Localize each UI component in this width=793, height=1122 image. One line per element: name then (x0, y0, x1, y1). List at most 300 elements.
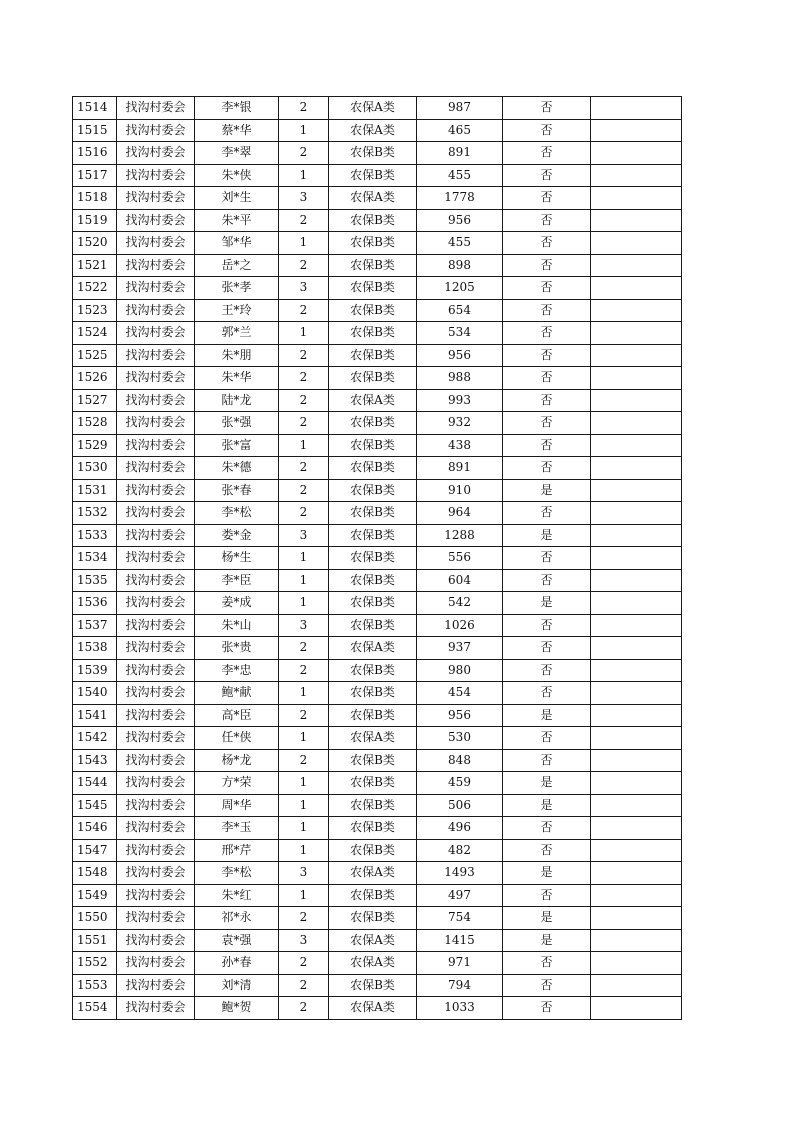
cell-village-committee: 找沟村委会 (117, 704, 195, 727)
cell-insurance-type: 农保B类 (329, 839, 417, 862)
cell-name: 孙*春 (195, 952, 279, 975)
cell-record-id: 1548 (73, 862, 117, 885)
cell-record-id: 1538 (73, 637, 117, 660)
cell-household-count: 2 (279, 974, 329, 997)
cell-flag: 是 (503, 907, 591, 930)
cell-flag: 否 (503, 997, 591, 1020)
cell-name: 任*侠 (195, 727, 279, 750)
cell-name: 朱*平 (195, 209, 279, 232)
cell-village-committee: 找沟村委会 (117, 164, 195, 187)
cell-amount: 654 (417, 299, 503, 322)
cell-record-id: 1531 (73, 479, 117, 502)
cell-record-id: 1519 (73, 209, 117, 232)
cell-remark (591, 659, 682, 682)
cell-flag: 否 (503, 187, 591, 210)
cell-flag: 否 (503, 344, 591, 367)
table-row (73, 502, 682, 525)
cell-remark (591, 254, 682, 277)
cell-household-count: 2 (279, 502, 329, 525)
cell-record-id: 1532 (73, 502, 117, 525)
cell-household-count: 1 (279, 322, 329, 345)
cell-amount: 542 (417, 592, 503, 615)
table-row (73, 434, 682, 457)
cell-name: 方*荣 (195, 772, 279, 795)
cell-household-count: 1 (279, 592, 329, 615)
cell-flag: 否 (503, 682, 591, 705)
cell-village-committee: 找沟村委会 (117, 997, 195, 1020)
cell-village-committee: 找沟村委会 (117, 839, 195, 862)
cell-insurance-type: 农保B类 (329, 817, 417, 840)
cell-remark (591, 119, 682, 142)
table-row (73, 322, 682, 345)
cell-remark (591, 682, 682, 705)
cell-remark (591, 187, 682, 210)
cell-amount: 891 (417, 457, 503, 480)
table-row (73, 637, 682, 660)
cell-flag: 否 (503, 299, 591, 322)
cell-household-count: 1 (279, 839, 329, 862)
cell-name: 朱*德 (195, 457, 279, 480)
cell-household-count: 2 (279, 749, 329, 772)
cell-village-committee: 找沟村委会 (117, 322, 195, 345)
cell-household-count: 1 (279, 119, 329, 142)
cell-village-committee: 找沟村委会 (117, 344, 195, 367)
cell-remark (591, 997, 682, 1020)
cell-remark (591, 299, 682, 322)
cell-insurance-type: 农保B类 (329, 907, 417, 930)
cell-amount: 1778 (417, 187, 503, 210)
table-row (73, 907, 682, 930)
cell-insurance-type: 农保A类 (329, 727, 417, 750)
table-row (73, 884, 682, 907)
cell-record-id: 1544 (73, 772, 117, 795)
cell-remark (591, 839, 682, 862)
cell-amount: 980 (417, 659, 503, 682)
table-row (73, 119, 682, 142)
cell-flag: 否 (503, 142, 591, 165)
cell-insurance-type: 农保B类 (329, 974, 417, 997)
cell-remark (591, 772, 682, 795)
cell-insurance-type: 农保A类 (329, 862, 417, 885)
cell-insurance-type: 农保B类 (329, 592, 417, 615)
table-row (73, 817, 682, 840)
cell-remark (591, 97, 682, 120)
cell-record-id: 1542 (73, 727, 117, 750)
table-row (73, 974, 682, 997)
table-row (73, 412, 682, 435)
cell-insurance-type: 农保B类 (329, 412, 417, 435)
cell-amount: 891 (417, 142, 503, 165)
table-row (73, 839, 682, 862)
cell-remark (591, 209, 682, 232)
cell-record-id: 1529 (73, 434, 117, 457)
cell-amount: 1493 (417, 862, 503, 885)
cell-village-committee: 找沟村委会 (117, 479, 195, 502)
table-row (73, 929, 682, 952)
cell-name: 郭*兰 (195, 322, 279, 345)
cell-insurance-type: 农保B类 (329, 479, 417, 502)
cell-insurance-type: 农保B类 (329, 682, 417, 705)
table-row (73, 209, 682, 232)
cell-flag: 否 (503, 164, 591, 187)
cell-insurance-type: 农保B类 (329, 164, 417, 187)
cell-remark (591, 929, 682, 952)
cell-name: 张*孝 (195, 277, 279, 300)
cell-flag: 是 (503, 862, 591, 885)
cell-name: 鲍*献 (195, 682, 279, 705)
cell-name: 李*忠 (195, 659, 279, 682)
cell-record-id: 1554 (73, 997, 117, 1020)
cell-household-count: 2 (279, 412, 329, 435)
cell-flag: 否 (503, 569, 591, 592)
cell-record-id: 1549 (73, 884, 117, 907)
cell-household-count: 3 (279, 277, 329, 300)
cell-remark (591, 524, 682, 547)
cell-record-id: 1534 (73, 547, 117, 570)
cell-name: 鲍*贺 (195, 997, 279, 1020)
cell-amount: 956 (417, 704, 503, 727)
cell-insurance-type: 农保B类 (329, 142, 417, 165)
cell-household-count: 2 (279, 997, 329, 1020)
cell-record-id: 1526 (73, 367, 117, 390)
cell-record-id: 1515 (73, 119, 117, 142)
cell-record-id: 1536 (73, 592, 117, 615)
cell-village-committee: 找沟村委会 (117, 367, 195, 390)
cell-record-id: 1516 (73, 142, 117, 165)
cell-flag: 否 (503, 209, 591, 232)
cell-insurance-type: 农保B类 (329, 659, 417, 682)
cell-name: 刘*清 (195, 974, 279, 997)
cell-remark (591, 614, 682, 637)
cell-remark (591, 704, 682, 727)
cell-insurance-type: 农保A类 (329, 389, 417, 412)
cell-remark (591, 434, 682, 457)
cell-household-count: 2 (279, 659, 329, 682)
table-row (73, 457, 682, 480)
cell-flag: 否 (503, 322, 591, 345)
cell-name: 李*松 (195, 502, 279, 525)
cell-insurance-type: 农保A类 (329, 187, 417, 210)
cell-name: 张*春 (195, 479, 279, 502)
cell-amount: 604 (417, 569, 503, 592)
cell-insurance-type: 农保B类 (329, 749, 417, 772)
cell-amount: 988 (417, 367, 503, 390)
cell-amount: 1288 (417, 524, 503, 547)
cell-name: 祁*永 (195, 907, 279, 930)
cell-amount: 506 (417, 794, 503, 817)
cell-household-count: 1 (279, 884, 329, 907)
cell-flag: 否 (503, 277, 591, 300)
cell-flag: 否 (503, 749, 591, 772)
cell-name: 张*富 (195, 434, 279, 457)
table-row (73, 479, 682, 502)
cell-remark (591, 794, 682, 817)
table-row (73, 682, 682, 705)
table-row (73, 659, 682, 682)
cell-household-count: 1 (279, 682, 329, 705)
cell-amount: 987 (417, 97, 503, 120)
cell-amount: 530 (417, 727, 503, 750)
cell-household-count: 2 (279, 299, 329, 322)
cell-village-committee: 找沟村委会 (117, 457, 195, 480)
cell-name: 张*贵 (195, 637, 279, 660)
cell-flag: 否 (503, 547, 591, 570)
cell-name: 李*玉 (195, 817, 279, 840)
cell-name: 娄*金 (195, 524, 279, 547)
cell-amount: 455 (417, 164, 503, 187)
cell-name: 杨*生 (195, 547, 279, 570)
cell-village-committee: 找沟村委会 (117, 659, 195, 682)
cell-record-id: 1543 (73, 749, 117, 772)
cell-household-count: 1 (279, 727, 329, 750)
cell-remark (591, 367, 682, 390)
cell-insurance-type: 农保A类 (329, 952, 417, 975)
cell-amount: 438 (417, 434, 503, 457)
cell-household-count: 1 (279, 772, 329, 795)
table-row (73, 862, 682, 885)
cell-name: 朱*侠 (195, 164, 279, 187)
cell-remark (591, 479, 682, 502)
cell-village-committee: 找沟村委会 (117, 592, 195, 615)
cell-household-count: 1 (279, 794, 329, 817)
cell-insurance-type: 农保B类 (329, 704, 417, 727)
cell-flag: 是 (503, 929, 591, 952)
cell-flag: 否 (503, 974, 591, 997)
cell-village-committee: 找沟村委会 (117, 254, 195, 277)
cell-insurance-type: 农保B类 (329, 367, 417, 390)
cell-amount: 459 (417, 772, 503, 795)
cell-name: 朱*华 (195, 367, 279, 390)
cell-flag: 否 (503, 389, 591, 412)
cell-flag: 否 (503, 97, 591, 120)
cell-household-count: 1 (279, 817, 329, 840)
data-table (72, 96, 682, 1020)
cell-village-committee: 找沟村委会 (117, 412, 195, 435)
cell-village-committee: 找沟村委会 (117, 209, 195, 232)
cell-household-count: 3 (279, 614, 329, 637)
cell-record-id: 1520 (73, 232, 117, 255)
cell-amount: 465 (417, 119, 503, 142)
cell-flag: 否 (503, 884, 591, 907)
cell-household-count: 2 (279, 952, 329, 975)
cell-remark (591, 727, 682, 750)
cell-flag: 是 (503, 479, 591, 502)
cell-name: 袁*强 (195, 929, 279, 952)
cell-insurance-type: 农保B类 (329, 569, 417, 592)
cell-amount: 497 (417, 884, 503, 907)
cell-village-committee: 找沟村委会 (117, 187, 195, 210)
cell-insurance-type: 农保B类 (329, 614, 417, 637)
cell-name: 王*玲 (195, 299, 279, 322)
table-row (73, 254, 682, 277)
cell-insurance-type: 农保B类 (329, 457, 417, 480)
cell-insurance-type: 农保A类 (329, 637, 417, 660)
table-row (73, 952, 682, 975)
cell-village-committee: 找沟村委会 (117, 907, 195, 930)
cell-household-count: 2 (279, 142, 329, 165)
cell-flag: 否 (503, 952, 591, 975)
cell-household-count: 1 (279, 232, 329, 255)
cell-name: 李*臣 (195, 569, 279, 592)
cell-amount: 964 (417, 502, 503, 525)
cell-name: 李*松 (195, 862, 279, 885)
cell-household-count: 2 (279, 479, 329, 502)
table-row (73, 772, 682, 795)
cell-record-id: 1551 (73, 929, 117, 952)
cell-household-count: 2 (279, 209, 329, 232)
cell-village-committee: 找沟村委会 (117, 862, 195, 885)
cell-amount: 1026 (417, 614, 503, 637)
cell-record-id: 1535 (73, 569, 117, 592)
cell-remark (591, 164, 682, 187)
table-row (73, 592, 682, 615)
cell-insurance-type: 农保B类 (329, 502, 417, 525)
cell-remark (591, 569, 682, 592)
cell-amount: 910 (417, 479, 503, 502)
cell-name: 蔡*华 (195, 119, 279, 142)
cell-record-id: 1540 (73, 682, 117, 705)
cell-name: 姜*成 (195, 592, 279, 615)
cell-household-count: 2 (279, 367, 329, 390)
cell-village-committee: 找沟村委会 (117, 749, 195, 772)
cell-household-count: 1 (279, 434, 329, 457)
cell-amount: 848 (417, 749, 503, 772)
cell-record-id: 1550 (73, 907, 117, 930)
cell-village-committee: 找沟村委会 (117, 97, 195, 120)
cell-amount: 898 (417, 254, 503, 277)
cell-record-id: 1541 (73, 704, 117, 727)
table-row (73, 727, 682, 750)
cell-village-committee: 找沟村委会 (117, 794, 195, 817)
cell-record-id: 1533 (73, 524, 117, 547)
cell-village-committee: 找沟村委会 (117, 502, 195, 525)
cell-village-committee: 找沟村委会 (117, 772, 195, 795)
cell-remark (591, 389, 682, 412)
cell-amount: 455 (417, 232, 503, 255)
cell-village-committee: 找沟村委会 (117, 637, 195, 660)
cell-name: 周*华 (195, 794, 279, 817)
cell-household-count: 3 (279, 862, 329, 885)
cell-household-count: 3 (279, 187, 329, 210)
cell-name: 高*臣 (195, 704, 279, 727)
cell-village-committee: 找沟村委会 (117, 232, 195, 255)
cell-record-id: 1527 (73, 389, 117, 412)
cell-remark (591, 457, 682, 480)
cell-remark (591, 142, 682, 165)
cell-amount: 993 (417, 389, 503, 412)
cell-flag: 是 (503, 772, 591, 795)
cell-remark (591, 952, 682, 975)
cell-village-committee: 找沟村委会 (117, 952, 195, 975)
cell-amount: 971 (417, 952, 503, 975)
cell-amount: 794 (417, 974, 503, 997)
cell-village-committee: 找沟村委会 (117, 682, 195, 705)
table-row (73, 187, 682, 210)
cell-village-committee: 找沟村委会 (117, 817, 195, 840)
cell-remark (591, 277, 682, 300)
cell-flag: 否 (503, 232, 591, 255)
cell-household-count: 1 (279, 164, 329, 187)
cell-record-id: 1528 (73, 412, 117, 435)
cell-remark (591, 412, 682, 435)
cell-village-committee: 找沟村委会 (117, 614, 195, 637)
cell-village-committee: 找沟村委会 (117, 929, 195, 952)
cell-insurance-type: 农保B类 (329, 277, 417, 300)
cell-insurance-type: 农保A类 (329, 929, 417, 952)
cell-village-committee: 找沟村委会 (117, 547, 195, 570)
table-row (73, 997, 682, 1020)
cell-record-id: 1545 (73, 794, 117, 817)
cell-village-committee: 找沟村委会 (117, 434, 195, 457)
cell-name: 李*翠 (195, 142, 279, 165)
cell-name: 朱*朋 (195, 344, 279, 367)
cell-record-id: 1521 (73, 254, 117, 277)
cell-insurance-type: 农保B类 (329, 322, 417, 345)
cell-household-count: 2 (279, 254, 329, 277)
cell-remark (591, 232, 682, 255)
cell-village-committee: 找沟村委会 (117, 884, 195, 907)
cell-village-committee: 找沟村委会 (117, 974, 195, 997)
cell-remark (591, 974, 682, 997)
cell-amount: 454 (417, 682, 503, 705)
cell-village-committee: 找沟村委会 (117, 119, 195, 142)
cell-household-count: 3 (279, 524, 329, 547)
cell-record-id: 1525 (73, 344, 117, 367)
cell-amount: 496 (417, 817, 503, 840)
cell-household-count: 2 (279, 907, 329, 930)
cell-insurance-type: 农保B类 (329, 434, 417, 457)
cell-remark (591, 637, 682, 660)
cell-insurance-type: 农保B类 (329, 209, 417, 232)
cell-household-count: 1 (279, 547, 329, 570)
table-row (73, 524, 682, 547)
cell-insurance-type: 农保A类 (329, 97, 417, 120)
cell-remark (591, 862, 682, 885)
cell-remark (591, 884, 682, 907)
cell-village-committee: 找沟村委会 (117, 569, 195, 592)
cell-remark (591, 502, 682, 525)
cell-record-id: 1518 (73, 187, 117, 210)
table-row (73, 749, 682, 772)
cell-name: 邢*芹 (195, 839, 279, 862)
cell-amount: 932 (417, 412, 503, 435)
cell-flag: 否 (503, 457, 591, 480)
cell-flag: 否 (503, 727, 591, 750)
cell-name: 刘*生 (195, 187, 279, 210)
cell-record-id: 1522 (73, 277, 117, 300)
cell-remark (591, 907, 682, 930)
cell-remark (591, 817, 682, 840)
cell-flag: 否 (503, 434, 591, 457)
cell-insurance-type: 农保B类 (329, 254, 417, 277)
cell-amount: 534 (417, 322, 503, 345)
cell-village-committee: 找沟村委会 (117, 389, 195, 412)
cell-flag: 否 (503, 367, 591, 390)
cell-flag: 否 (503, 502, 591, 525)
cell-household-count: 2 (279, 637, 329, 660)
cell-record-id: 1523 (73, 299, 117, 322)
table-row (73, 794, 682, 817)
cell-name: 张*强 (195, 412, 279, 435)
cell-household-count: 2 (279, 389, 329, 412)
cell-remark (591, 592, 682, 615)
table-row (73, 277, 682, 300)
cell-remark (591, 749, 682, 772)
cell-insurance-type: 农保B类 (329, 299, 417, 322)
cell-record-id: 1546 (73, 817, 117, 840)
table-row (73, 97, 682, 120)
cell-flag: 否 (503, 119, 591, 142)
